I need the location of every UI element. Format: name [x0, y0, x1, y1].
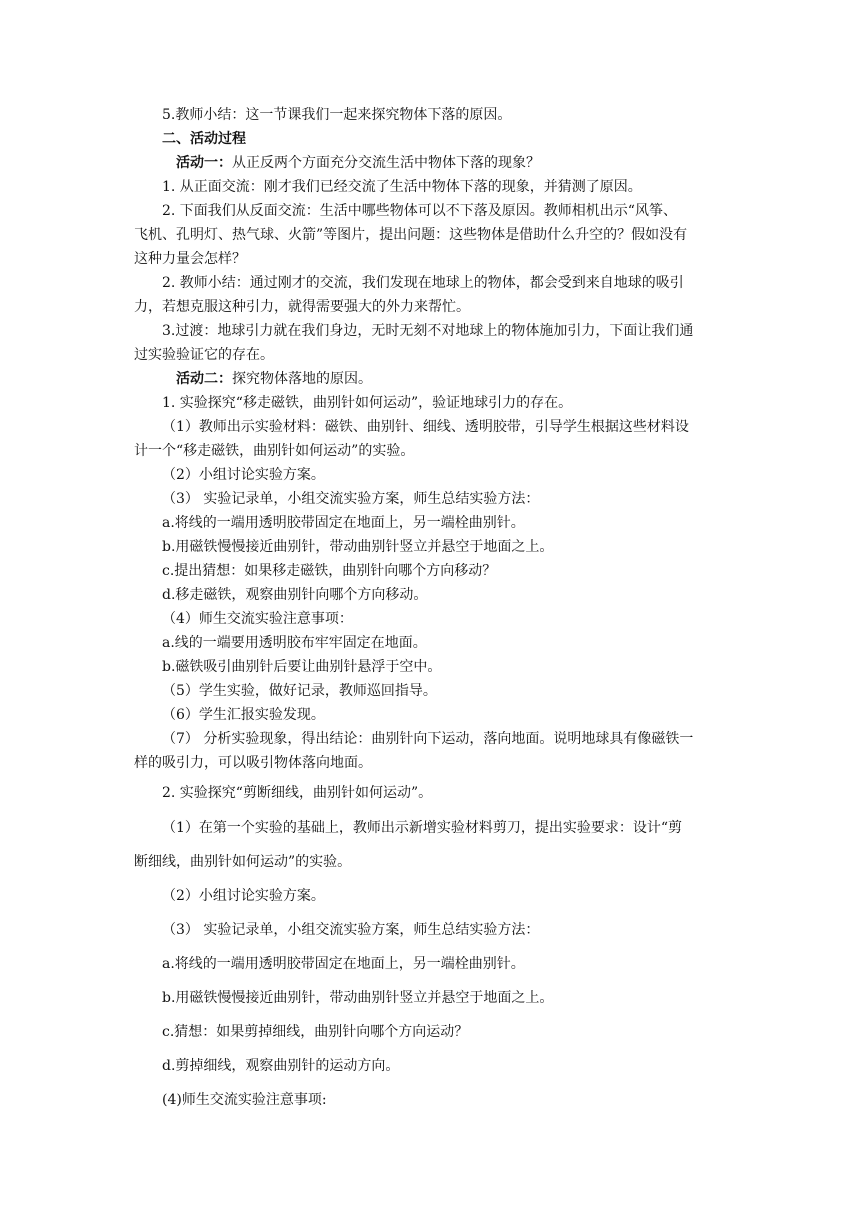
paragraph-line: （3） 实验记录单，小组交流实验方案，师生总结实验方法：: [162, 491, 540, 507]
paragraph-line: 1. 从正面交流：刚才我们已经交流了生活中物体下落的现象，并猜测了原因。: [162, 179, 642, 195]
paragraph-line: 3.过渡：地球引力就在我们身边，无时无刻不对地球上的物体施加引力，下面让我们通: [162, 323, 694, 339]
paragraph-line: (4)师生交流实验注意事项:: [162, 1092, 327, 1108]
paragraph-line: （5）学生实验，做好记录，教师巡回指导。: [162, 683, 437, 699]
paragraph-line: （3） 实验记录单，小组交流实验方案，师生总结实验方法：: [162, 922, 540, 938]
paragraph-line: （6）学生汇报实验发现。: [162, 707, 325, 723]
paragraph-line: （7） 分析实验现象，得出结论：曲别针向下运动，落向地面。说明地球具有像磁铁一: [162, 731, 694, 747]
list-item: d.剪掉细线，观察曲别针的运动方向。: [162, 1058, 400, 1074]
list-item: a.将线的一端用透明胶带固定在地面上，另一端栓曲别针。: [162, 515, 525, 531]
list-item: c.提出猜想：如果移走磁铁，曲别针向哪个方向移动？: [162, 563, 497, 579]
paragraph-line: 断细线，曲别针如何运动”的实验。: [134, 854, 352, 870]
paragraph-line: 这种力量会怎样？: [134, 251, 246, 267]
paragraph-line: 1. 实验探究“移走磁铁，曲别针如何运动”，验证地球引力的存在。: [162, 395, 573, 411]
paragraph-line: 2. 下面我们从反面交流：生活中哪些物体可以不下落及原因。教师相机出示“风筝、: [162, 203, 677, 219]
list-item: d.移走磁铁，观察曲别针向哪个方向移动。: [162, 587, 428, 603]
paragraph-line: （2）小组讨论实验方案。: [162, 888, 325, 904]
activity-heading: 活动一：从正反两个方面充分交流生活中物体下落的现象？: [176, 155, 540, 171]
list-item: a.线的一端要用透明胶布牢牢固定在地面。: [162, 635, 427, 651]
activity-heading: 活动二：探究物体落地的原因。: [176, 371, 372, 387]
paragraph-line: 样的吸引力，可以吸引物体落向地面。: [134, 755, 372, 771]
paragraph-line: 过实验验证它的存在。: [134, 347, 274, 363]
list-item: b.用磁铁慢慢接近曲别针，带动曲别针竖立并悬空于地面之上。: [162, 990, 554, 1006]
list-item: a.将线的一端用透明胶带固定在地面上，另一端栓曲别针。: [162, 956, 525, 972]
list-item: b.用磁铁慢慢接近曲别针，带动曲别针竖立并悬空于地面之上。: [162, 539, 554, 555]
list-item: c.猜想：如果剪掉细线，曲别针向哪个方向运动？: [162, 1024, 469, 1040]
list-item: b.磁铁吸引曲别针后要让曲别针悬浮于空中。: [162, 659, 442, 675]
section-heading: 二、活动过程: [162, 131, 246, 147]
paragraph-line: 飞机、孔明灯、热气球、火箭”等图片，提出问题：这些物体是借助什么升空的？假如没有: [134, 227, 688, 243]
paragraph-line: 2. 教师小结：通过刚才的交流，我们发现在地球上的物体，都会受到来自地球的吸引: [162, 275, 684, 291]
paragraph-line: 2. 实验探究“剪断细线，曲别针如何运动”。: [162, 785, 433, 801]
paragraph-line: 5.教师小结：这一节课我们一起来探究物体下落的原因。: [162, 107, 512, 123]
paragraph-line: 计一个“移走磁铁，曲别针如何运动”的实验。: [134, 443, 415, 459]
paragraph-line: （2）小组讨论实验方案。: [162, 467, 325, 483]
paragraph-line: （4）师生交流实验注意事项：: [162, 611, 353, 627]
paragraph-line: （1）在第一个实验的基础上，教师出示新增实验材料剪刀，提出实验要求：设计“剪: [162, 820, 683, 836]
paragraph-line: 力，若想克服这种引力，就得需要强大的外力来帮忙。: [134, 299, 470, 315]
paragraph-line: （1）教师出示实验材料：磁铁、曲别针、细线、透明胶带，引导学生根据这些材料设: [162, 419, 689, 435]
